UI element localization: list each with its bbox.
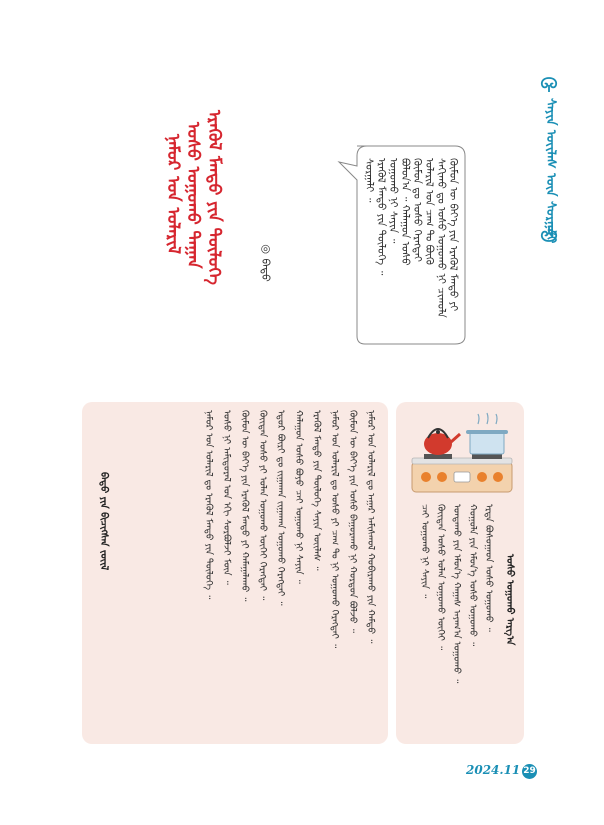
panel-line: ᠡᠷᠲᠡ ᠪᠣᠰᠤᠭᠠᠳ ᠤᠰᠤ ᠤᠭᠤᠬᠤ ᠃ xyxy=(483,504,494,632)
bubble-line: ᠬᠦᠮᠦᠨ ᠳᠤ ᠤᠰᠤ ᠬᠡᠷᠡᠭᠲᠡᠢ xyxy=(411,158,423,262)
panel-line: ᠡᠷᠡᠭᠦᠯ ᠮᠡᠨᠳᠦ ᠶᠢᠨ ᠲᠥᠯᠥᠭᠡ ᠰᠠᠶᠢᠨ ᠦᠢᠯᠡᠰ ᠃ xyxy=(311,410,322,571)
header-ornament-top xyxy=(538,76,560,94)
panel-line: ᠬᠣᠭᠣᠯᠠ ᠶᠢᠨ ᠡᠮᠦᠨ᠎ᠡ ᠤᠰᠤ ᠤᠭᠤᠬᠤ ᠃ xyxy=(467,504,478,647)
page-number-badge: 29 xyxy=(522,764,537,779)
lower-left-panel-text xyxy=(92,410,378,736)
panel-line: ᠨᠠᠮᠤᠷ ᠤᠨ ᠤᠯᠠᠷᠢᠯ ᠳᠤ ᠡᠷᠡᠭᠦᠯ ᠮᠡᠨᠳᠦ ᠶᠢᠨ ᠲᠥᠯᠥᠭᠡ ᠃ xyxy=(203,410,214,600)
article-title-line-1: ᠡᠷᠡᠭᠦᠯ ᠮᠡᠨᠳᠦ ᠶᠢᠨ ᠲᠥᠯᠥᠭᠡ xyxy=(204,110,224,285)
lower-right-panel-title: ᠤᠰᠤ ᠤᠭᠤᠬᠤ ᠠᠷᠭ᠎ᠠ xyxy=(504,554,515,646)
panel-line: ᠴᠠᠢ ᠤᠭᠤᠬᠤ ᠨᠢ ᠰᠠᠶᠢᠨ ᠃ xyxy=(419,504,430,599)
bubble-line: ᠤᠯᠠᠷᠢᠯ ᠤᠨ ᠴᠠᠭ ᠲᠤ ᠪᠦᠬᠦ xyxy=(423,158,435,265)
panel-line: ᠬᠦᠢᠲᠡᠨ ᠤᠰᠤ ᠣᠯᠠᠨ ᠤᠭᠤᠬᠤ ᠦᠭᠡᠢ ᠃ xyxy=(435,504,446,651)
bubble-line: ᠬᠦᠮᠦᠨ ᠦ ᠪᠡᠶ᠎ᠡ ᠶᠢᠨ ᠡᠷᠡᠭᠦᠯ ᠮᠡᠨᠳᠦ ᠶᠢ xyxy=(447,158,459,312)
lower-left-panel-signature: ᠪᠠᠲᠤ ᠶᠢᠨ ᠪᠢᠴᠢᠭᠰᠡᠨ ᠵᠦᠢᠯ xyxy=(98,472,109,571)
panel-line: ᠨᠠᠮᠤᠷ ᠤᠨ ᠤᠯᠠᠷᠢᠯ ᠳᠤ ᠠᠭᠠᠷ ᠠᠮᠢᠰᠬᠤᠯ ᠬᠤᠪᠢᠷᠠᠬᠤ ᠶᠢᠨ ᠬᠠᠮᠲᠤ ᠃ xyxy=(365,410,376,644)
bubble-line: ᠤᠭᠤᠬᠤ ᠨᠢ ᠰᠠᠶᠢᠨ ᠃ xyxy=(387,158,399,244)
speech-bubble-text xyxy=(362,158,459,338)
article-title-line-3: ᠨᠠᠮᠤᠷ ᠤᠨ ᠤᠯᠠᠷᠢᠯ xyxy=(163,134,183,255)
panel-line: ᠤᠨᠲᠠᠬᠤ ᠶᠢᠨ ᠡᠮᠦᠨ᠎ᠡ ᠬᠠᠭᠠᠰ ᠠᠶᠠᠭ᠎ᠠ ᠤᠭᠤᠬᠤ ᠃ xyxy=(451,504,462,684)
lower-right-panel-text xyxy=(404,504,516,736)
article-title-line-2: ᠤᠰᠤ ᠤᠭᠤᠬᠤ ᠳᠠᠭᠠᠨ xyxy=(183,122,203,269)
panel-line: ᠡᠳᠦᠷ ᠪᠦᠷᠢ ᠳᠤ ᠵᠢᠭᠠᠬᠠᠨ ᠵᠢᠭᠠᠬᠠᠨ ᠤᠭᠤᠬᠤ ᠬᠡᠷᠡᠭᠲᠡᠢ ᠃ xyxy=(275,410,286,606)
panel-line: ᠬᠠᠯᠠᠭᠤᠨ ᠤᠰᠤ ᠪᠤᠶᠤ ᠴᠠᠢ ᠤᠭᠤᠬᠤ ᠨᠢ ᠰᠠᠶᠢᠨ ᠃ xyxy=(293,410,304,584)
panel-line: ᠨᠠᠮᠤᠷ ᠤᠨ ᠤᠯᠠᠷᠢᠯ ᠳᠤ ᠤᠰᠤ ᠶᠢ ᠴᠠᠭ ᠲᠤ ᠨᠢ ᠤᠭᠤᠬᠤ ᠬᠡᠷᠡᠭᠲᠡᠢ ᠃ xyxy=(329,410,340,649)
stove-illustration xyxy=(408,410,516,498)
bubble-line: ᠡᠷᠡᠭᠦᠯ ᠮᠡᠨᠳᠦ ᠶᠢᠨ ᠲᠥᠯᠥᠭᠡ ᠃ xyxy=(375,158,387,276)
panel-line: ᠬᠦᠢᠲᠡᠨ ᠤᠰᠤ ᠶᠢ ᠣᠯᠠᠨ ᠤᠭᠤᠬᠤ ᠦᠭᠡᠢ ᠬᠡᠷᠡᠭᠲᠡᠢ ᠃ xyxy=(257,410,268,601)
issue-label: 2024.11 xyxy=(466,763,521,777)
header-title: ᠰᠠᠶᠢᠨ ᠦᠢᠯᠡᠰ ᠦᠨ ᠰᠤᠷᠭᠠᠯᠢ xyxy=(543,98,558,244)
header-ornament-bottom xyxy=(538,225,560,243)
article-author: ◎ ᠪᠠᠲᠤ xyxy=(259,242,272,282)
bubble-line: ᠪᠤᠯᠤᠨ᠎ᠠ ᠃ ᠬᠠᠯᠠᠭᠤᠨ ᠤᠰᠤ xyxy=(399,158,411,266)
panel-line: ᠤᠰᠤ ᠨᠢ ᠠᠮᠢᠳᠤᠷᠠᠯ ᠤᠨ ᠡᠬᠢ ᠰᠤᠷᠪᠤᠯᠵᠢ ᠮᠥᠨ ᠃ xyxy=(221,410,232,585)
panel-line: ᠬᠦᠮᠦᠨ ᠦ ᠪᠡᠶ᠎ᠡ ᠶᠢᠨ ᠡᠷᠡᠭᠦᠯ ᠮᠡᠨᠳᠦ ᠶᠢ ᠬᠠᠮᠠᠭᠠᠯᠠᠬᠤ ᠃ xyxy=(239,410,250,602)
bubble-line: ᠰᠤᠷᠭᠠᠯᠢ ᠃ xyxy=(363,158,375,203)
bubble-line: ᠰᠠᠬᠢᠬᠤ ᠳᠤ ᠤᠰᠤ ᠤᠭᠤᠬᠤ ᠨᠢ ᠴᠢᠬᠤᠯᠠ xyxy=(435,158,447,318)
panel-line: ᠬᠦᠮᠦᠨ ᠦ ᠪᠡᠶ᠎ᠡ ᠶᠢᠨ ᠤᠰᠤ ᠪᠠᠭᠤᠷᠠᠬᠤ ᠨᠢ ᠬᠤᠷᠳᠤᠨ ᠪᠤᠯᠵᠤ ᠃ xyxy=(347,410,358,633)
